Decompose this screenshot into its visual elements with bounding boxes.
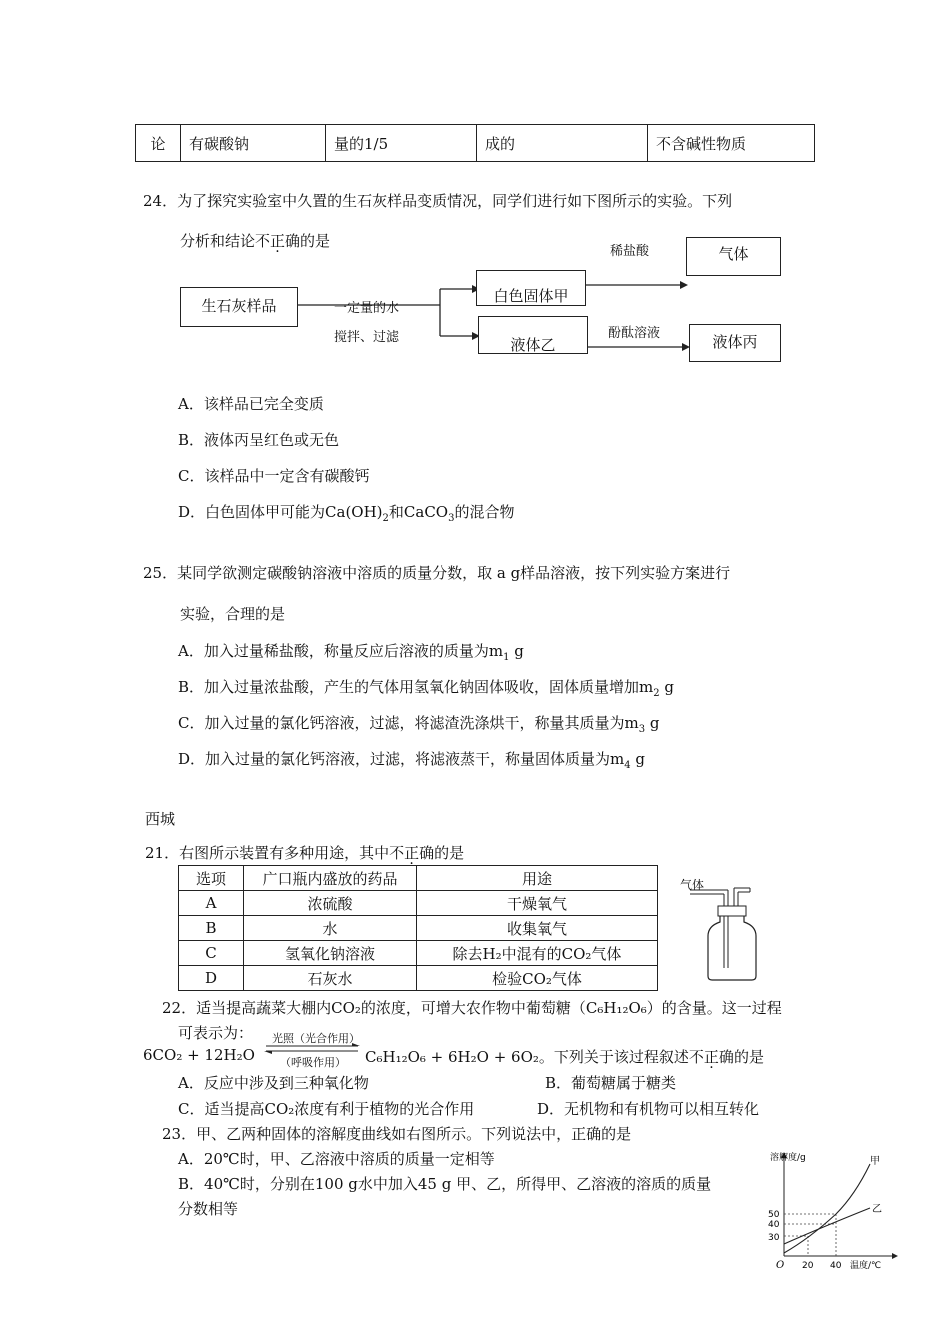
step-water: 一定量的水 xyxy=(334,301,400,316)
q22-stem-line1: 22．适当提高蔬菜大棚内CO₂的浓度，可增大农作物中葡萄糖（C₆H₁₂O₆）的含量。这一过程 xyxy=(162,999,782,1017)
q24-stem-line1: 24．为了探究实验室中久置的生石灰样品变质情况，同学们进行如下图所示的实验。下列 xyxy=(143,192,733,210)
gas-label: 气体 xyxy=(680,878,705,892)
q25-option-b: B．加入过量浓盐酸，产生的气体用氢氧化钠固体吸收，固体质量增加$m_2$ g xyxy=(178,678,674,699)
gas-bottle-icon xyxy=(690,880,770,985)
y-tick-50: 50 xyxy=(768,1210,780,1220)
q23-option-b-line1: B．40℃时，分别在100 g水中加入45 g 甲、乙，所得甲、乙溶液的溶质的质量 xyxy=(178,1175,712,1193)
table-row: B 水 收集氧气 xyxy=(179,916,658,941)
legend-yi: 乙 xyxy=(872,1204,882,1215)
q24-flow-arrows xyxy=(0,0,950,400)
x-tick-20: 20 xyxy=(802,1261,814,1271)
legend-jia: 甲 xyxy=(870,1156,880,1167)
y-tick-40: 40 xyxy=(768,1220,780,1230)
q22-option-a: A．反应中涉及到三种氧化物 xyxy=(178,1074,369,1092)
box-liquid-b: 液体乙 xyxy=(478,316,588,354)
q21-stem: 21．右图所示装置有多种用途，其中不正确的是 xyxy=(145,844,465,862)
q24-option-b: B．液体丙呈红色或无色 xyxy=(178,431,340,449)
box-gas: 气体 xyxy=(686,237,781,276)
table-header: 选项 广口瓶内盛放的药品 用途 xyxy=(179,866,658,891)
origin-label: O xyxy=(776,1260,785,1271)
q25-stem-line2: 实验，合理的是 xyxy=(180,605,286,623)
q24-option-c: C．该样品中一定含有碳酸钙 xyxy=(178,467,370,485)
q25-option-a: A．加入过量稀盐酸，称量反应后溶液的质量为$m_1$ g xyxy=(178,642,524,663)
table-row: D 石灰水 检验CO₂气体 xyxy=(179,966,658,991)
equation-right: C₆H₁₂O₆ + 6H₂O + 6O₂。下列关于该过程叙述不正确的是 xyxy=(365,1048,764,1066)
arrow-label-top: 光照（光合作用） xyxy=(272,1032,360,1045)
equation-left: 6CO₂ + 12H₂O xyxy=(143,1046,255,1064)
box-sample: 生石灰样品 xyxy=(180,287,298,327)
y-tick-30: 30 xyxy=(768,1233,780,1243)
reagent-phenol: 酚酞溶液 xyxy=(608,326,661,341)
q23-option-a: A．20℃时，甲、乙溶液中溶质的质量一定相等 xyxy=(178,1150,495,1168)
emphasis-not-correct: 不正确 xyxy=(255,232,301,250)
series-yi xyxy=(784,1208,870,1244)
q25-option-c: C．加入过量的氯化钙溶液，过滤，将滤渣洗涤烘干，称量其质量为$m_3$ g xyxy=(178,714,660,735)
arrow-label-bottom: （呼吸作用） xyxy=(280,1056,346,1069)
q22-option-c: C．适当提高CO₂浓度有利于植物的光合作用 xyxy=(178,1100,475,1118)
q24-option-a: A．该样品已完全变质 xyxy=(178,395,324,413)
q24-option-d: D．白色固体甲可能为$Ca(OH)_2$和CaCO$_3$的混合物 xyxy=(178,503,515,524)
q22-stem-line2: 可表示为： xyxy=(178,1024,254,1042)
q25-option-d: D．加入过量的氯化钙溶液，过滤，将滤液蒸干，称量固体质量为$m_4$ g xyxy=(178,750,646,771)
cell-2: 有碳酸钠 xyxy=(181,125,326,162)
q21-table xyxy=(178,865,658,991)
series-jia xyxy=(784,1164,870,1253)
q22-option-b: B．葡萄糖属于糖类 xyxy=(545,1074,677,1092)
cell-4: 成的 xyxy=(477,125,648,162)
reagent-hcl: 稀盐酸 xyxy=(610,244,650,259)
q24-stem-line2: 分析和结论不正确的是 xyxy=(180,232,331,250)
q25-stem-line1: 25．某同学欲测定碳酸钠溶液中溶质的质量分数，取 a g样品溶液，按下列实验方案进行 xyxy=(143,564,731,582)
q23-option-b-line2: 分数相等 xyxy=(178,1200,239,1218)
cell-5: 不含碱性物质 xyxy=(648,125,815,162)
box-white-solid: 白色固体甲 xyxy=(476,270,586,306)
x-axis-label: 温度/℃ xyxy=(850,1261,882,1271)
section-label: 西城 xyxy=(145,810,176,828)
solubility-chart xyxy=(760,1150,910,1280)
table-row: A 浓硫酸 干燥氧气 xyxy=(179,891,658,916)
q23-stem: 23．甲、乙两种固体的溶解度曲线如右图所示。下列说法中，正确的是 xyxy=(162,1125,632,1143)
y-axis-label: 溶解度/g xyxy=(770,1153,806,1163)
cell-1: 论 xyxy=(136,125,181,162)
step-filter: 搅拌、过滤 xyxy=(334,330,400,345)
q22-option-d: D．无机物和有机物可以相互转化 xyxy=(537,1100,760,1118)
cell-3: 量的1/5 xyxy=(326,125,477,162)
x-tick-40: 40 xyxy=(830,1261,842,1271)
box-liquid-c: 液体丙 xyxy=(689,324,781,362)
table-row: C 氢氧化钠溶液 除去H₂中混有的CO₂气体 xyxy=(179,941,658,966)
